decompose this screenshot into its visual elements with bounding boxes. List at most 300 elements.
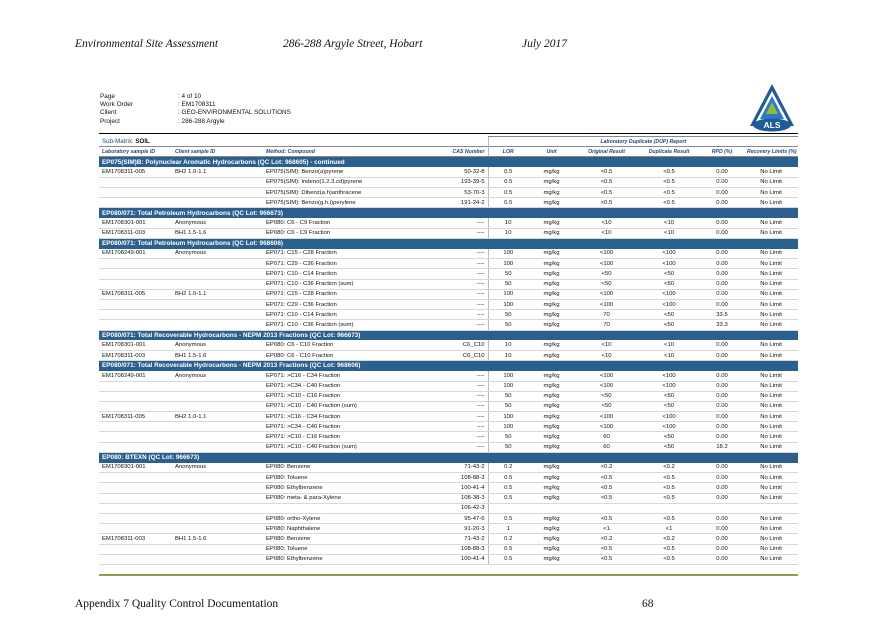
table-row bbox=[99, 198, 798, 208]
table-cell: 0.00 bbox=[700, 534, 744, 544]
table-row bbox=[99, 228, 798, 238]
table-cell: <100 bbox=[575, 300, 638, 310]
table-cell: 0.5 bbox=[488, 544, 528, 554]
table-cell: No Limit bbox=[744, 442, 798, 452]
table-cell: No Limit bbox=[744, 473, 798, 483]
table-cell: 0.00 bbox=[700, 432, 744, 442]
table-cell: mg/kg bbox=[528, 269, 575, 279]
table-cell: <0.5 bbox=[575, 167, 638, 177]
meta-value: : 286-288 Argyle bbox=[178, 117, 225, 125]
table-cell: No Limit bbox=[744, 300, 798, 310]
table-cell: 0.00 bbox=[700, 350, 744, 360]
table-cell: 0.00 bbox=[700, 340, 744, 350]
table-cell: 100 bbox=[488, 412, 528, 422]
meta-value: : EM1708311 bbox=[178, 101, 216, 109]
table-cell bbox=[99, 310, 172, 320]
table-cell bbox=[99, 187, 172, 197]
table-cell: <0.2 bbox=[638, 463, 700, 473]
table-cell bbox=[99, 381, 172, 391]
table-cell: mg/kg bbox=[528, 198, 575, 208]
submatrix-value: SOIL bbox=[135, 137, 150, 145]
table-cell: EP080: Toluene bbox=[263, 544, 427, 554]
table-cell: <0.5 bbox=[638, 544, 700, 554]
table-cell: 10 bbox=[488, 340, 528, 350]
table-cell: EP075(SIM): Dibenz(a.h)anthracene bbox=[263, 187, 427, 197]
table-cell: <0.5 bbox=[638, 167, 700, 177]
table-cell: EP071: >C34 - C40 Fraction bbox=[263, 381, 427, 391]
table-cell: 0.2 bbox=[488, 463, 528, 473]
table-cell: EM1708301-001 bbox=[99, 340, 172, 350]
table-cell: 0.00 bbox=[700, 391, 744, 401]
table-cell: 100 bbox=[488, 289, 528, 299]
table-cell: 0.00 bbox=[700, 187, 744, 197]
als-logo-icon bbox=[748, 82, 796, 132]
table-cell: mg/kg bbox=[528, 554, 575, 564]
table-cell bbox=[172, 493, 263, 503]
table-cell: EP071: >C16 - C34 Fraction bbox=[263, 412, 427, 422]
table-cell: <10 bbox=[638, 350, 700, 360]
section-header-row bbox=[99, 361, 798, 371]
table-cell: mg/kg bbox=[528, 167, 575, 177]
header-middle: 286-288 Argyle Street, Hobart bbox=[283, 38, 423, 50]
table-cell: <100 bbox=[575, 289, 638, 299]
table-cell: <50 bbox=[575, 279, 638, 289]
meta-value: : 4 of 10 bbox=[178, 93, 202, 100]
table-cell: Anonymous bbox=[172, 463, 263, 473]
table-row bbox=[99, 463, 798, 473]
table-cell: EP080: Ethylbenzene bbox=[263, 483, 427, 493]
table-cell: mg/kg bbox=[528, 432, 575, 442]
table-cell: No Limit bbox=[744, 483, 798, 493]
table-cell: <0.5 bbox=[575, 483, 638, 493]
table-cell: <50 bbox=[638, 310, 700, 320]
table-cell bbox=[99, 493, 172, 503]
section-title: EP080/071: Total Petroleum Hydrocarbons (QC Lot: 966673) bbox=[99, 208, 798, 218]
table-cell: mg/kg bbox=[528, 259, 575, 269]
table-cell: <0.5 bbox=[638, 513, 700, 523]
table-cell: EP080: Naphthalene bbox=[263, 524, 427, 534]
table-cell bbox=[99, 503, 172, 513]
table-cell bbox=[744, 503, 798, 513]
table-cell: Anonymous bbox=[172, 249, 263, 259]
table-cell: 0.00 bbox=[700, 401, 744, 411]
table-cell bbox=[99, 177, 172, 187]
table-cell: No Limit bbox=[744, 187, 798, 197]
table-cell: No Limit bbox=[744, 544, 798, 554]
table-cell: ---- bbox=[427, 381, 488, 391]
meta-value: : GEO-ENVIRONMENTAL SOLUTIONS bbox=[178, 109, 291, 117]
table-cell: <100 bbox=[575, 371, 638, 381]
table-cell: EM1708249-001 bbox=[99, 371, 172, 381]
table-cell bbox=[172, 432, 263, 442]
table-row bbox=[99, 249, 798, 259]
column-header: Laboratory sample ID bbox=[99, 147, 172, 157]
table-cell: BH2 1.0-1.1 bbox=[172, 412, 263, 422]
table-cell: EM1708311-005 bbox=[99, 412, 172, 422]
meta-row bbox=[100, 101, 291, 109]
table-cell: <0.5 bbox=[638, 198, 700, 208]
table-cell: EP080: Benzene bbox=[263, 534, 427, 544]
table-cell: mg/kg bbox=[528, 412, 575, 422]
table-cell: <100 bbox=[575, 249, 638, 259]
table-cell: No Limit bbox=[744, 310, 798, 320]
table-cell: 100 bbox=[488, 371, 528, 381]
table-cell bbox=[99, 401, 172, 411]
table-cell: <50 bbox=[575, 391, 638, 401]
section-title: EP075(SIM)B: Polynuclear Aromatic Hydrocarbons (QC Lot: 968605) - continued bbox=[99, 157, 798, 167]
table-cell: 0.00 bbox=[700, 513, 744, 523]
table-cell: mg/kg bbox=[528, 187, 575, 197]
table-cell bbox=[99, 544, 172, 554]
table-cell: 0.5 bbox=[488, 177, 528, 187]
table-cell: 0.5 bbox=[488, 198, 528, 208]
table-cell: 70 bbox=[575, 320, 638, 330]
table-cell: 0.5 bbox=[488, 483, 528, 493]
header-right: July 2017 bbox=[522, 38, 568, 50]
table-cell: ---- bbox=[427, 310, 488, 320]
table-cell: No Limit bbox=[744, 463, 798, 473]
table-cell: No Limit bbox=[744, 513, 798, 523]
table-cell: No Limit bbox=[744, 432, 798, 442]
table-row bbox=[99, 473, 798, 483]
logo-text: ALS bbox=[763, 120, 781, 130]
table-cell: 100 bbox=[488, 381, 528, 391]
table-row bbox=[99, 320, 798, 330]
table-cell: mg/kg bbox=[528, 534, 575, 544]
table-cell: EP071: >C10 - C16 Fraction bbox=[263, 391, 427, 401]
table-cell: 71-43-2 bbox=[427, 463, 488, 473]
section-header-row bbox=[99, 238, 798, 248]
table-cell: <100 bbox=[638, 259, 700, 269]
table-cell: <50 bbox=[575, 269, 638, 279]
table-cell: No Limit bbox=[744, 381, 798, 391]
table-cell: <50 bbox=[638, 279, 700, 289]
table-cell: EP071: >C34 - C40 Fraction bbox=[263, 422, 427, 432]
table-cell: 71-43-2 bbox=[427, 534, 488, 544]
table-cell: <0.5 bbox=[638, 493, 700, 503]
table-cell: No Limit bbox=[744, 218, 798, 228]
table-cell: 1 bbox=[488, 524, 528, 534]
table-cell: Anonymous bbox=[172, 218, 263, 228]
table-cell: <1 bbox=[575, 524, 638, 534]
table-cell: <100 bbox=[575, 259, 638, 269]
table-cell bbox=[172, 259, 263, 269]
table-cell bbox=[99, 483, 172, 493]
table-cell: Anonymous bbox=[172, 340, 263, 350]
meta-key: Project bbox=[100, 117, 120, 125]
table-cell bbox=[99, 279, 172, 289]
table-cell: mg/kg bbox=[528, 524, 575, 534]
column-header: Client sample ID bbox=[172, 147, 263, 157]
table-cell: 50-32-8 bbox=[427, 167, 488, 177]
table-cell: 0.5 bbox=[488, 493, 528, 503]
table-cell: 50 bbox=[488, 310, 528, 320]
table-cell: <0.5 bbox=[638, 473, 700, 483]
table-row bbox=[99, 513, 798, 523]
table-row bbox=[99, 524, 798, 534]
column-header: Recovery Limits (%) bbox=[744, 147, 798, 157]
table-cell bbox=[99, 513, 172, 523]
table-cell: <10 bbox=[638, 340, 700, 350]
table-cell: EP071: >C16 - C34 Fraction bbox=[263, 371, 427, 381]
table-cell: <50 bbox=[638, 442, 700, 452]
table-cell: No Limit bbox=[744, 340, 798, 350]
table-cell bbox=[172, 187, 263, 197]
table-cell: BH1 1.5-1.6 bbox=[172, 228, 263, 238]
table-cell: 0.00 bbox=[700, 259, 744, 269]
table-cell: 50 bbox=[488, 269, 528, 279]
table-cell bbox=[99, 473, 172, 483]
table-cell bbox=[99, 554, 172, 564]
table-cell: ---- bbox=[427, 289, 488, 299]
table-cell: ---- bbox=[427, 442, 488, 452]
table-cell bbox=[172, 554, 263, 564]
table-cell: 50 bbox=[488, 401, 528, 411]
table-cell: 10 bbox=[488, 228, 528, 238]
table-cell: <100 bbox=[575, 381, 638, 391]
table-cell: 60 bbox=[575, 432, 638, 442]
table-cell: mg/kg bbox=[528, 228, 575, 238]
table-cell: ---- bbox=[427, 391, 488, 401]
table-cell bbox=[172, 544, 263, 554]
table-cell: 0.00 bbox=[700, 371, 744, 381]
table-cell: 0.00 bbox=[700, 493, 744, 503]
table-cell bbox=[172, 300, 263, 310]
table-row bbox=[99, 167, 798, 177]
table-cell bbox=[575, 503, 638, 513]
table-cell: <0.5 bbox=[638, 187, 700, 197]
table-cell: 0.00 bbox=[700, 279, 744, 289]
column-header: Original Result bbox=[575, 147, 638, 157]
table-cell: 10 bbox=[488, 218, 528, 228]
table-cell: 100-41-4 bbox=[427, 483, 488, 493]
table-cell: <50 bbox=[638, 320, 700, 330]
table-cell: 0.5 bbox=[488, 167, 528, 177]
table-cell: No Limit bbox=[744, 524, 798, 534]
meta-row bbox=[100, 93, 291, 101]
table-cell bbox=[172, 483, 263, 493]
table-cell: mg/kg bbox=[528, 463, 575, 473]
table-cell: 108-88-3 bbox=[427, 473, 488, 483]
table-cell: <0.2 bbox=[575, 534, 638, 544]
table-cell: EP071: >C10 - C16 Fraction bbox=[263, 432, 427, 442]
table-cell: EM1708311-003 bbox=[99, 228, 172, 238]
table-row bbox=[99, 442, 798, 452]
table-cell: 0.00 bbox=[700, 249, 744, 259]
table-cell bbox=[172, 381, 263, 391]
table-row bbox=[99, 279, 798, 289]
table-row bbox=[99, 401, 798, 411]
table-cell: ---- bbox=[427, 412, 488, 422]
table-cell: C6_C10 bbox=[427, 340, 488, 350]
table-cell: 60 bbox=[575, 442, 638, 452]
table-cell bbox=[488, 503, 528, 513]
table-cell: EP071: C10 - C14 Fraction bbox=[263, 310, 427, 320]
section-title: EP080/071: Total Recoverable Hydrocarbons - NEPM 2013 Fractions (QC Lot: 966673) bbox=[99, 330, 798, 340]
table-cell: EP080: C6 - C9 Fraction bbox=[263, 228, 427, 238]
table-cell: mg/kg bbox=[528, 340, 575, 350]
table-cell: 100 bbox=[488, 422, 528, 432]
table-cell: EM1708311-003 bbox=[99, 350, 172, 360]
table-cell bbox=[172, 513, 263, 523]
table-cell: <1 bbox=[638, 524, 700, 534]
section-header-row bbox=[99, 330, 798, 340]
table-cell: No Limit bbox=[744, 401, 798, 411]
table-cell: mg/kg bbox=[528, 513, 575, 523]
table-cell: 0.5 bbox=[488, 554, 528, 564]
table-cell: ---- bbox=[427, 259, 488, 269]
table-row bbox=[99, 310, 798, 320]
table-cell: EP071: C15 - C28 Fraction bbox=[263, 289, 427, 299]
table-row bbox=[99, 493, 798, 503]
table-cell: 0.5 bbox=[488, 513, 528, 523]
table-cell: ---- bbox=[427, 218, 488, 228]
table-cell: 100-41-4 bbox=[427, 554, 488, 564]
table-cell: mg/kg bbox=[528, 310, 575, 320]
table-cell: EP075(SIM): Benzo(a)pyrene bbox=[263, 167, 427, 177]
table-cell: 0.00 bbox=[700, 422, 744, 432]
table-cell bbox=[172, 269, 263, 279]
table-cell: mg/kg bbox=[528, 422, 575, 432]
column-header: CAS Number bbox=[427, 147, 488, 157]
table-cell: No Limit bbox=[744, 249, 798, 259]
table-cell: ---- bbox=[427, 432, 488, 442]
table-row bbox=[99, 371, 798, 381]
table-cell: <50 bbox=[638, 401, 700, 411]
table-cell: 18.2 bbox=[700, 442, 744, 452]
table-cell: <0.5 bbox=[575, 177, 638, 187]
table-cell: No Limit bbox=[744, 198, 798, 208]
table-cell: No Limit bbox=[744, 493, 798, 503]
table-cell: <10 bbox=[575, 228, 638, 238]
table-row bbox=[99, 391, 798, 401]
submatrix-row bbox=[99, 137, 798, 147]
table-cell: No Limit bbox=[744, 167, 798, 177]
section-title: EP080/071: Total Recoverable Hydrocarbons - NEPM 2013 Fractions (QC Lot: 968606) bbox=[99, 361, 798, 371]
table-cell: EP080: C6 - C10 Fraction bbox=[263, 340, 427, 350]
table-row bbox=[99, 412, 798, 422]
table-cell: EP080: C6 - C9 Fraction bbox=[263, 218, 427, 228]
table-cell bbox=[99, 391, 172, 401]
table-cell: No Limit bbox=[744, 177, 798, 187]
table-cell: No Limit bbox=[744, 320, 798, 330]
table-cell: BH2 1.0-1.1 bbox=[172, 167, 263, 177]
table-cell: 100 bbox=[488, 300, 528, 310]
table-cell: <0.5 bbox=[575, 544, 638, 554]
table-cell: EM1708311-005 bbox=[99, 167, 172, 177]
table-cell: <50 bbox=[638, 391, 700, 401]
table-cell: 50 bbox=[488, 442, 528, 452]
table-cell: No Limit bbox=[744, 279, 798, 289]
table-cell: EP071: C10 - C36 Fraction (sum) bbox=[263, 279, 427, 289]
table-cell: mg/kg bbox=[528, 544, 575, 554]
footer-page-number: 68 bbox=[642, 598, 654, 610]
table-cell: <100 bbox=[638, 371, 700, 381]
table-cell: No Limit bbox=[744, 371, 798, 381]
table-cell: 191-24-2 bbox=[427, 198, 488, 208]
table-cell bbox=[99, 259, 172, 269]
table-cell: mg/kg bbox=[528, 289, 575, 299]
table-cell: mg/kg bbox=[528, 279, 575, 289]
table-row bbox=[99, 218, 798, 228]
table-cell: 50 bbox=[488, 279, 528, 289]
table-cell: 0.00 bbox=[700, 228, 744, 238]
section-header-row bbox=[99, 452, 798, 462]
table-cell: No Limit bbox=[744, 350, 798, 360]
table-cell: <0.5 bbox=[575, 198, 638, 208]
section-header-row bbox=[99, 208, 798, 218]
table-cell: No Limit bbox=[744, 391, 798, 401]
table-cell: 0.00 bbox=[700, 544, 744, 554]
table-cell bbox=[172, 422, 263, 432]
table-row bbox=[99, 340, 798, 350]
meta-key: Client bbox=[100, 109, 117, 117]
table-cell: mg/kg bbox=[528, 177, 575, 187]
table-cell: EP075(SIM): Indeno(1.2.3.cd)pyrene bbox=[263, 177, 427, 187]
table-row bbox=[99, 432, 798, 442]
table-cell: <0.5 bbox=[575, 187, 638, 197]
table-cell: 106-42-3 bbox=[427, 503, 488, 513]
table-cell bbox=[99, 300, 172, 310]
table-cell bbox=[172, 177, 263, 187]
table-cell: mg/kg bbox=[528, 483, 575, 493]
table-row bbox=[99, 534, 798, 544]
table-cell: 0.00 bbox=[700, 300, 744, 310]
table-cell: ---- bbox=[427, 269, 488, 279]
table-cell: EP080: meta- & para-Xylene bbox=[263, 493, 427, 503]
table-cell: mg/kg bbox=[528, 381, 575, 391]
table-cell bbox=[99, 269, 172, 279]
table-cell: BH1 1.5-1.6 bbox=[172, 534, 263, 544]
table-cell: mg/kg bbox=[528, 249, 575, 259]
section-title: EP080/071: Total Petroleum Hydrocarbons (QC Lot: 968606) bbox=[99, 238, 798, 248]
table-cell: 193-39-5 bbox=[427, 177, 488, 187]
table-cell: 0.00 bbox=[700, 218, 744, 228]
table-cell: mg/kg bbox=[528, 300, 575, 310]
table-cell bbox=[172, 442, 263, 452]
table-cell: <50 bbox=[638, 432, 700, 442]
table-cell: ---- bbox=[427, 401, 488, 411]
table-cell: EP071: C10 - C36 Fraction (sum) bbox=[263, 320, 427, 330]
table-cell: EP080: C6 - C10 Fraction bbox=[263, 350, 427, 360]
table-cell: ---- bbox=[427, 422, 488, 432]
table-cell: mg/kg bbox=[528, 371, 575, 381]
meta-row bbox=[100, 109, 291, 117]
table-cell: 50 bbox=[488, 320, 528, 330]
table-cell bbox=[172, 310, 263, 320]
table-cell: 0.00 bbox=[700, 463, 744, 473]
table-row bbox=[99, 259, 798, 269]
table-cell: <10 bbox=[638, 228, 700, 238]
table-row bbox=[99, 554, 798, 564]
table-cell: ---- bbox=[427, 249, 488, 259]
table-cell: 108-88-3 bbox=[427, 544, 488, 554]
table-cell bbox=[99, 432, 172, 442]
table-cell: 100 bbox=[488, 259, 528, 269]
table-cell: <0.5 bbox=[638, 554, 700, 564]
table-cell: 0.00 bbox=[700, 524, 744, 534]
table-cell: mg/kg bbox=[528, 391, 575, 401]
column-header: RPD (%) bbox=[700, 147, 744, 157]
table-cell bbox=[172, 401, 263, 411]
table-cell: <0.5 bbox=[575, 513, 638, 523]
table-cell bbox=[99, 320, 172, 330]
table-row bbox=[99, 289, 798, 299]
table-cell: 33.3 bbox=[700, 320, 744, 330]
table-cell: 50 bbox=[488, 432, 528, 442]
table-cell bbox=[700, 503, 744, 513]
table-cell: BH1 1.5-1.6 bbox=[172, 350, 263, 360]
